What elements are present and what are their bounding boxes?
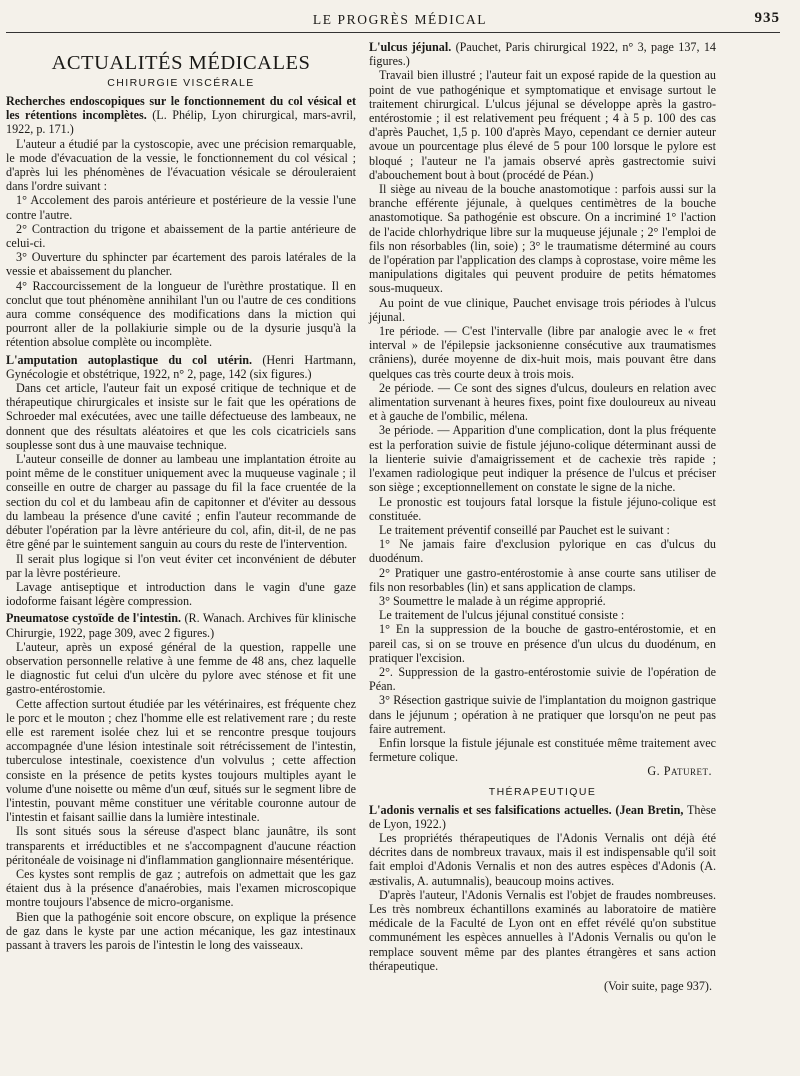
paragraph: L'auteur a étudié par la cystoscopie, avec une précision remarquable, le mode d'évacuation de la vessie, le fonctionnement du col vésical ; d'après lui les phénomènes de l'évacuation vésicale se dérouleraient dans l'ordre suivant : [6, 136, 356, 194]
paragraph: Travail bien illustré ; l'auteur fait un exposé rapide de la question au point de vue pathogénique et symptomatique et envisage surtout le traitement chirurgical. L'ulcus jéjunal se développe après la gastro-entérostomie ; il est relativement peu fréquent ; 4 à 5 p. 100 des cas d'après Pauchet, 1,5 p. 100 d'après Mayo, cependant ce dernier auteur avoue un pourcentage plus élevé de 5 pour 100 lorsque le pylore est bloqué ; l'auteur ne l'a jamais observé après gastrectomie suivi d'abouchement bout à bout (procédé de Péan.) [369, 68, 716, 182]
paragraph: Lavage antiseptique et introduction dans le vagin d'une gaze iodoforme faisant légère compression. [6, 579, 356, 609]
article-pneumatose-heading [6, 611, 356, 639]
paragraph: 2e période. — Ce sont des signes d'ulcus, douleurs en relation avec alimentation survenant à heures fixes, point fixe douloureux au niveau et à gauche de l'ombilic, mélena. [369, 380, 716, 424]
paragraph: 2°. Suppression de la gastro-entérostomie suivie de l'opération de Péan. [369, 664, 716, 694]
continued-link[interactable]: (Voir suite, page 937). [603, 979, 712, 993]
paragraph: Les propriétés thérapeutiques de l'Adonis Vernalis ont déjà été décrites dans de nombreux travaux, mais il est indispensable qu'il soit fait emploi d'Adonis Vernalis et non des autres espèces d'Adonis (A. æstivalis, A. autumnalis), beaucoup moins actives. [369, 830, 716, 888]
paragraph: 3° Ouverture du sphincter par écartement des parois latérales de la vessie et abaissement du plancher. [6, 250, 356, 279]
article-recherches-endoscopiques-heading [6, 94, 356, 137]
right-column [369, 40, 716, 993]
article-reference: (R. Wanach. Archives für klinische Chirurgie, 1922, page 309, avec 2 figures.) [6, 611, 356, 640]
paragraph: Il siège au niveau de la bouche anastomotique : parfois aussi sur la branche efférente jéjunale, à quelques centimètres de la bouche anastomotique. Sa pathogénie est obscure. On a incriminé 1° l'action de l'acide chlorhydrique libre sur la muqueuse jéjunale ; 2° l'emploi de fils non résorbables (lin, soie) ; 3° le traumatisme déterminé au cours de l'opération par l'application des clamps à coprostase, voire même les manipulations digitales qui peuvent produire de petits hématomes sous-muqueux. [369, 182, 716, 296]
paragraph: Au point de vue clinique, Pauchet envisage trois périodes à l'ulcus jéjunal. [369, 295, 716, 324]
article-reference: (L. Phélip, Lyon chirurgical, mars-avril, 1922, p. 171.) [6, 108, 357, 137]
paragraph: Il serait plus logique si l'on veut éviter cet inconvénient de débuter par la lèvre postérieure. [6, 551, 356, 580]
article-adonis-heading [369, 803, 716, 831]
paragraph: 3° Résection gastrique suivie de l'implantation du moignon gastrique dans le jéjunum ; opération à ne pratiquer que lorsqu'on ne peut pas faire autrement. [369, 693, 716, 736]
section-heading-therapeutique: THÉRAPEUTIQUE [488, 785, 597, 798]
paragraph: 1° En la suppression de la bouche de gastro-entérostomie, et en pareil cas, si on se trouve en présence d'un ulcus du duodénum, en pratiquer l'excision. [369, 622, 716, 665]
paragraph: 1° Ne jamais faire d'exclusion pylorique en cas d'ulcus du duodénum. [369, 537, 716, 566]
paragraph: Enfin lorsque la fistule jéjunale est constituée même traitement avec fermeture colique. [369, 735, 716, 765]
paragraph: Le traitement préventif conseillé par Pauchet est le suivant : [379, 522, 670, 537]
paragraph: Le traitement de l'ulcus jéjunal constitué consiste : [379, 608, 625, 623]
page-number: 935 [754, 10, 780, 26]
page-header [0, 0, 800, 32]
article-ulcus-jejunal-heading [369, 40, 716, 68]
paragraph: L'auteur, après un exposé général de la question, rappelle une observation personnelle relative à une femme de 48 ans, chez laquelle le diagnostic fut celui d'un ulcère du pylore avec sténose et fit une gastro-entérostomie. [6, 639, 356, 697]
section-heading-chirurgie: CHIRURGIE VISCÉRALE [107, 77, 255, 89]
paragraph: 2° Pratiquer une gastro-entérostomie à anse courte sans utiliser de fils non resorbables (lin) et sans application de clamps. [369, 565, 716, 594]
paragraph: Le pronostic est toujours fatal lorsque la fistule jéjuno-colique est constituée. [369, 494, 716, 523]
article-title: Recherches endoscopiques sur le fonctionnement du col vésical et les rétentions incomplètes. [6, 94, 356, 123]
paragraph: 3° Soumettre le malade à un régime approprié. [379, 593, 606, 608]
article-title: L'ulcus jéjunal. [369, 40, 452, 54]
article-reference: Thèse de Lyon, 1922.) [369, 802, 716, 831]
paragraph: Bien que la pathogénie soit encore obscure, on explique la présence de gaz dans le kyste par une action mécanique, les gaz intestinaux passant à travers les parois de l'intestin le long des vaisseaux. [6, 909, 356, 952]
header-rule [6, 32, 780, 33]
paragraph: Cette affection surtout étudiée par les vétérinaires, est fréquente chez le porc et le mouton ; chez l'homme elle est relativement rare ; du reste elle est rarement isolée chez lui et se rencontre presque toujours accompagnée d'une lésion intestinale soit rétrécissement de l'intestin, tuberculose intestinale, coexistence d'un volvulus ; cette affection consiste en la présence de petits kystes toujours multiples ayant le volume d'une noisette ou même d'un œuf, situés sur le segment libre de l'intestin, pouvant même constituer une véritable couronne autour de l'intestin et faisant saillie dans la lumière intestinale. [6, 696, 356, 825]
article-author: (Jean Bretin, [611, 802, 684, 817]
paragraph: Ils sont situés sous la séreuse d'aspect blanc jaunâtre, ils sont transparents et irréductibles et ne s'accompagnent d'aucune réaction péritonéale de voisinage ni d'inflammation ganglionnaire mésentérique. [6, 824, 356, 867]
paragraph: 4° Raccourcissement de la longueur de l'urèthre prostatique. Il en conclut que tout phénomène annihilant l'un ou l'autre de ces conditions aura comme conséquence des modifications dans la miction qui pourront aller de la pollakiurie simple ou de la dysurie jusqu'à la rétention absolue complète ou incomplète. [6, 278, 356, 350]
paragraph: 1° Accolement des parois antérieure et postérieure de la vessie l'une contre l'autre. [6, 193, 356, 222]
left-column [6, 40, 356, 952]
paragraph: 1re période. — C'est l'intervalle (libre par analogie avec le « fret interval » de l'épilepsie jacksonienne consécutive aux traumatismes crâniens), durée moyenne de dix-huit mois, mais pouvant être dans quelques cas très courte deux à trois mois. [369, 324, 716, 381]
article-title: Pneumatose cystoïde de l'intestin. [6, 611, 182, 626]
article-reference: (Henri Hartmann, Gynécologie et obstétrique, 1922, n° 2, page, 142 (six figures.) [6, 352, 356, 381]
article-amputation-heading [6, 353, 356, 381]
paragraph: L'auteur conseille de donner au lambeau une implantation étroite au point même de le constituer uniquement avec la muqueuse vaginale ; il conseille en outre de charger au passage du fil la face cruentée de la section du col et du lambeau afin de capitonner et d'éviter au dessous du lambeau la présence d'une cavité ; enfin l'auteur recommande de débuter l'opération par la lèvre antérieure du col, afin, dit-il, de ne pas être gêné par le suintement sanguin au cours du reste de l'intervention. [6, 452, 356, 552]
paragraph: Ces kystes sont remplis de gaz ; autrefois on admettait que les gaz étaient dus à la présence d'anaérobies, mais l'examen microscopique montre toujours l'absence de micro-organisme. [6, 866, 356, 910]
author-signature: G. Paturet. [647, 764, 712, 779]
article-title: L'adonis vernalis et ses falsifications actuelles. [369, 802, 612, 817]
paragraph: 3e période. — Apparition d'une complication, dont la plus fréquente est la perforation suivie de fistule jéjuno-colique déterminant aussi de la lienterie suivie d'amaigrissement et de cachexie très rapide ; l'examen radiologique peut indiquer la présence de l'ulcus et préciser son siège ; exceptionnellement on constate le signe de la niche. [369, 423, 716, 495]
paragraph: 2° Contraction du trigone et abaissement de la partie antérieure de celui-ci. [6, 221, 356, 251]
paragraph: D'après l'auteur, l'Adonis Vernalis est l'objet de fraudes nombreuses. Les très nombreux échantillons examinés au laboratoire de matière médicale de la Faculté de Lyon ont en effet révélé qu'on substitue communément les espèces annuelles à l'Adonis Vernalis ou qu'on le remplace souvent même par des plantes étrangères et sans action thérapeutique. [369, 887, 716, 973]
main-title: ACTUALITÉS MÉDICALES [51, 52, 311, 74]
journal-title: LE PROGRÈS MÉDICAL [312, 12, 488, 27]
paragraph: Dans cet article, l'auteur fait un exposé critique de technique et de thérapeutique chirurgicales et insiste sur le fait que les opérations de Schroeder mal exécutées, avec une taille défectueuse des lambeaux, ne donnent que des résultats aléatoires et que les cols cicatriciels sans souplesse sont dus à une mauvaise technique. [6, 381, 356, 452]
article-title: L'amputation autoplastique du col utérin. [6, 352, 253, 367]
article-reference: (Pauchet, Paris chirurgical 1922, n° 3, page 137, 14 figures.) [369, 40, 716, 69]
